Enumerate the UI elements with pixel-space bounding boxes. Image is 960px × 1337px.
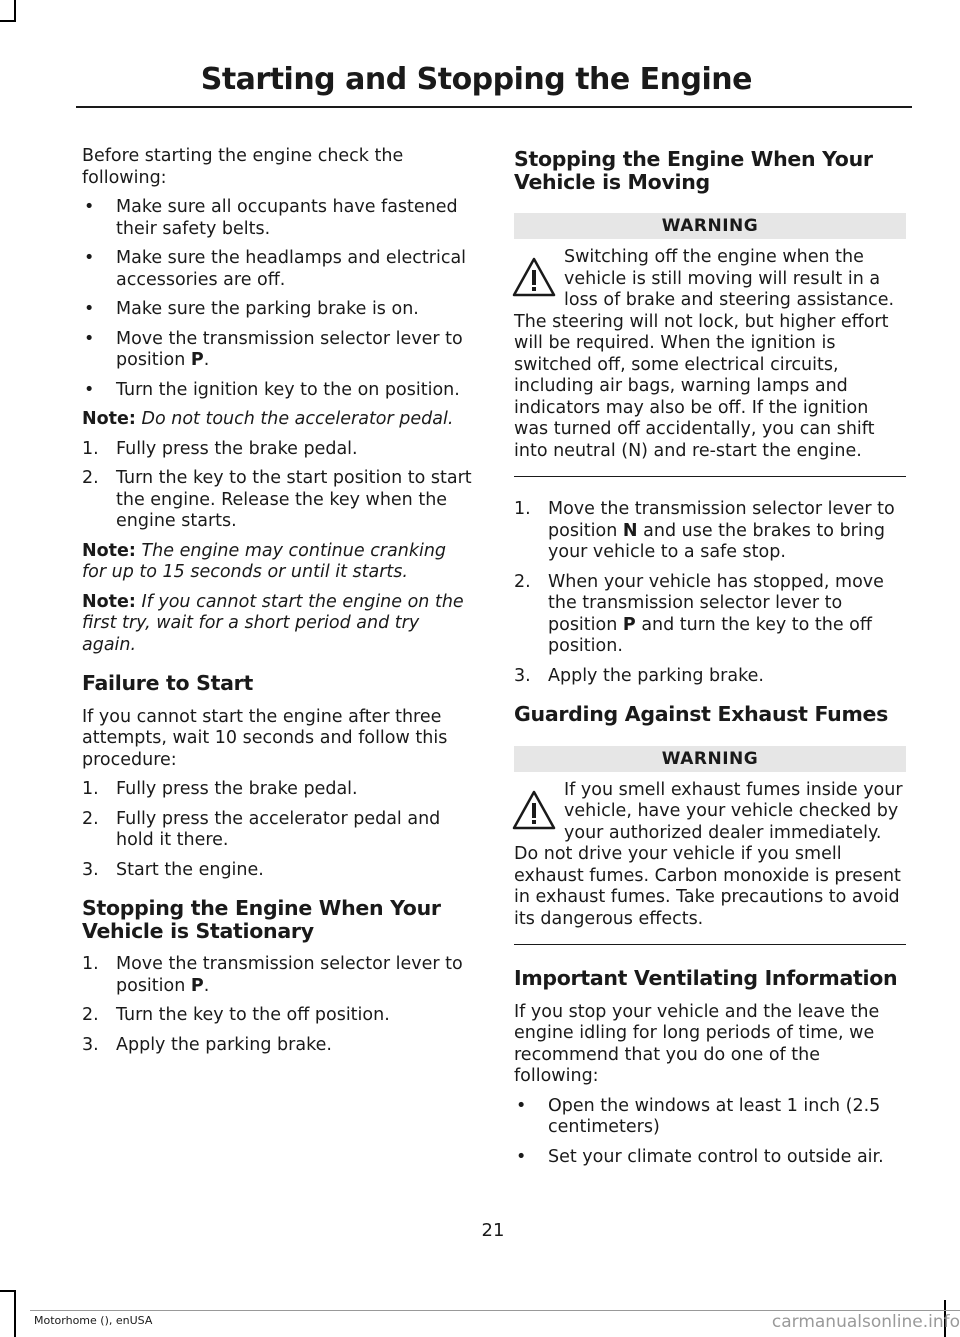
header-divider xyxy=(76,106,912,108)
step-item: 1. Move the transmission selector lever to position P. xyxy=(82,954,463,996)
section-heading: Important Ventilating Information xyxy=(514,966,898,990)
list-item: • Move the transmission selector lever to position P. xyxy=(84,328,463,370)
page-title: Starting and Stopping the Engine xyxy=(200,62,752,97)
list-item: • Set your climate control to outside air. xyxy=(516,1146,884,1167)
right-column xyxy=(514,146,906,1176)
warning-banner: WARNING xyxy=(514,213,906,239)
left-column xyxy=(82,146,474,1064)
step-item: 3. Apply the parking brake. xyxy=(82,1034,332,1055)
page-number: 21 xyxy=(481,1220,505,1241)
paragraph: If you cannot start the engine after three attempts, wait 10 seconds and follow this procedure: xyxy=(82,706,448,770)
list-item: • Make sure the headlamps and electrical accessories are off. xyxy=(84,248,467,290)
intro-text: Before starting the engine check the following: xyxy=(82,146,404,188)
watermark: carmanualsonline.info xyxy=(771,1312,960,1332)
footer-divider xyxy=(30,1310,960,1311)
note: Note: Do not touch the accelerator pedal. xyxy=(82,409,454,429)
note: Note: The engine may continue cranking for up to 15 seconds or until it starts. xyxy=(82,540,447,582)
paragraph: If you stop your vehicle and the leave the engine idling for long periods of time, we recommend that you do one of the following: xyxy=(514,1001,880,1086)
list-item: • Turn the ignition key to the on position. xyxy=(84,379,460,400)
step-item: 1. Fully press the brake pedal. xyxy=(82,779,358,799)
crop-mark xyxy=(14,0,16,22)
step-item: 2. Turn the key to the off position. xyxy=(82,1005,390,1025)
warning-box xyxy=(514,780,906,946)
list-item: • Make sure the parking brake is on. xyxy=(84,299,419,319)
step-item: 1. Fully press the brake pedal. xyxy=(82,438,358,459)
step-item: 2. Fully press the accelerator pedal and hold it there. xyxy=(82,808,441,850)
crop-mark xyxy=(0,1290,16,1292)
warning-triangle-icon xyxy=(510,788,558,832)
warning-banner: WARNING xyxy=(514,746,906,772)
list-item: • Make sure all occupants have fastened their safety belts. xyxy=(84,197,458,239)
section-heading: Stopping the Engine When Your Vehicle is Stationary xyxy=(82,896,441,943)
section-heading: Guarding Against Exhaust Fumes xyxy=(514,702,889,726)
note: Note: If you cannot start the engine on the first try, wait for a short period and try again. xyxy=(82,591,464,655)
step-item: 2. Turn the key to the start position to start the engine. Release the key when the engine starts. xyxy=(82,468,472,531)
section-heading: Stopping the Engine When Your Vehicle is Moving xyxy=(514,147,873,194)
list-item: • Open the windows at least 1 inch (2.5 centimeters) xyxy=(516,1095,881,1137)
step-item: 3. Apply the parking brake. xyxy=(514,665,764,686)
crop-mark xyxy=(14,1290,16,1337)
warning-triangle-icon xyxy=(510,255,558,299)
warning-text: If you smell exhaust fumes inside your vehicle, have your vehicle checked by your authorized dealer immediately. Do not drive your vehicle if you smell exhaust fumes. Carbon monoxide is present in exhaust fumes. Take precautions to avoid its dangerous effects. xyxy=(514,779,903,929)
step-item: 1. Move the transmission selector lever to position N and use the brakes to bring your vehicle to a safe stop. xyxy=(514,499,895,562)
warning-text: Switching off the engine when the vehicle is still moving will result in a loss of brake and steering assistance. The steering will not lock, but higher effort will be required. When the ignition is switched off, some electrical circuits, including air bags, warning lamps and indicators may also be off. If the ignition was turned off accidentally, you can shift into neutral (N) and re-start the engine. xyxy=(514,247,895,461)
step-item: 2. When your vehicle has stopped, move the transmission selector lever to position P and turn the key to the off position. xyxy=(514,571,884,656)
warning-box xyxy=(514,247,906,477)
section-heading: Failure to Start xyxy=(82,671,253,695)
crop-mark xyxy=(0,20,16,22)
document-code: Motorhome (), enUSA xyxy=(34,1314,153,1327)
step-item: 3. Start the engine. xyxy=(82,859,264,880)
